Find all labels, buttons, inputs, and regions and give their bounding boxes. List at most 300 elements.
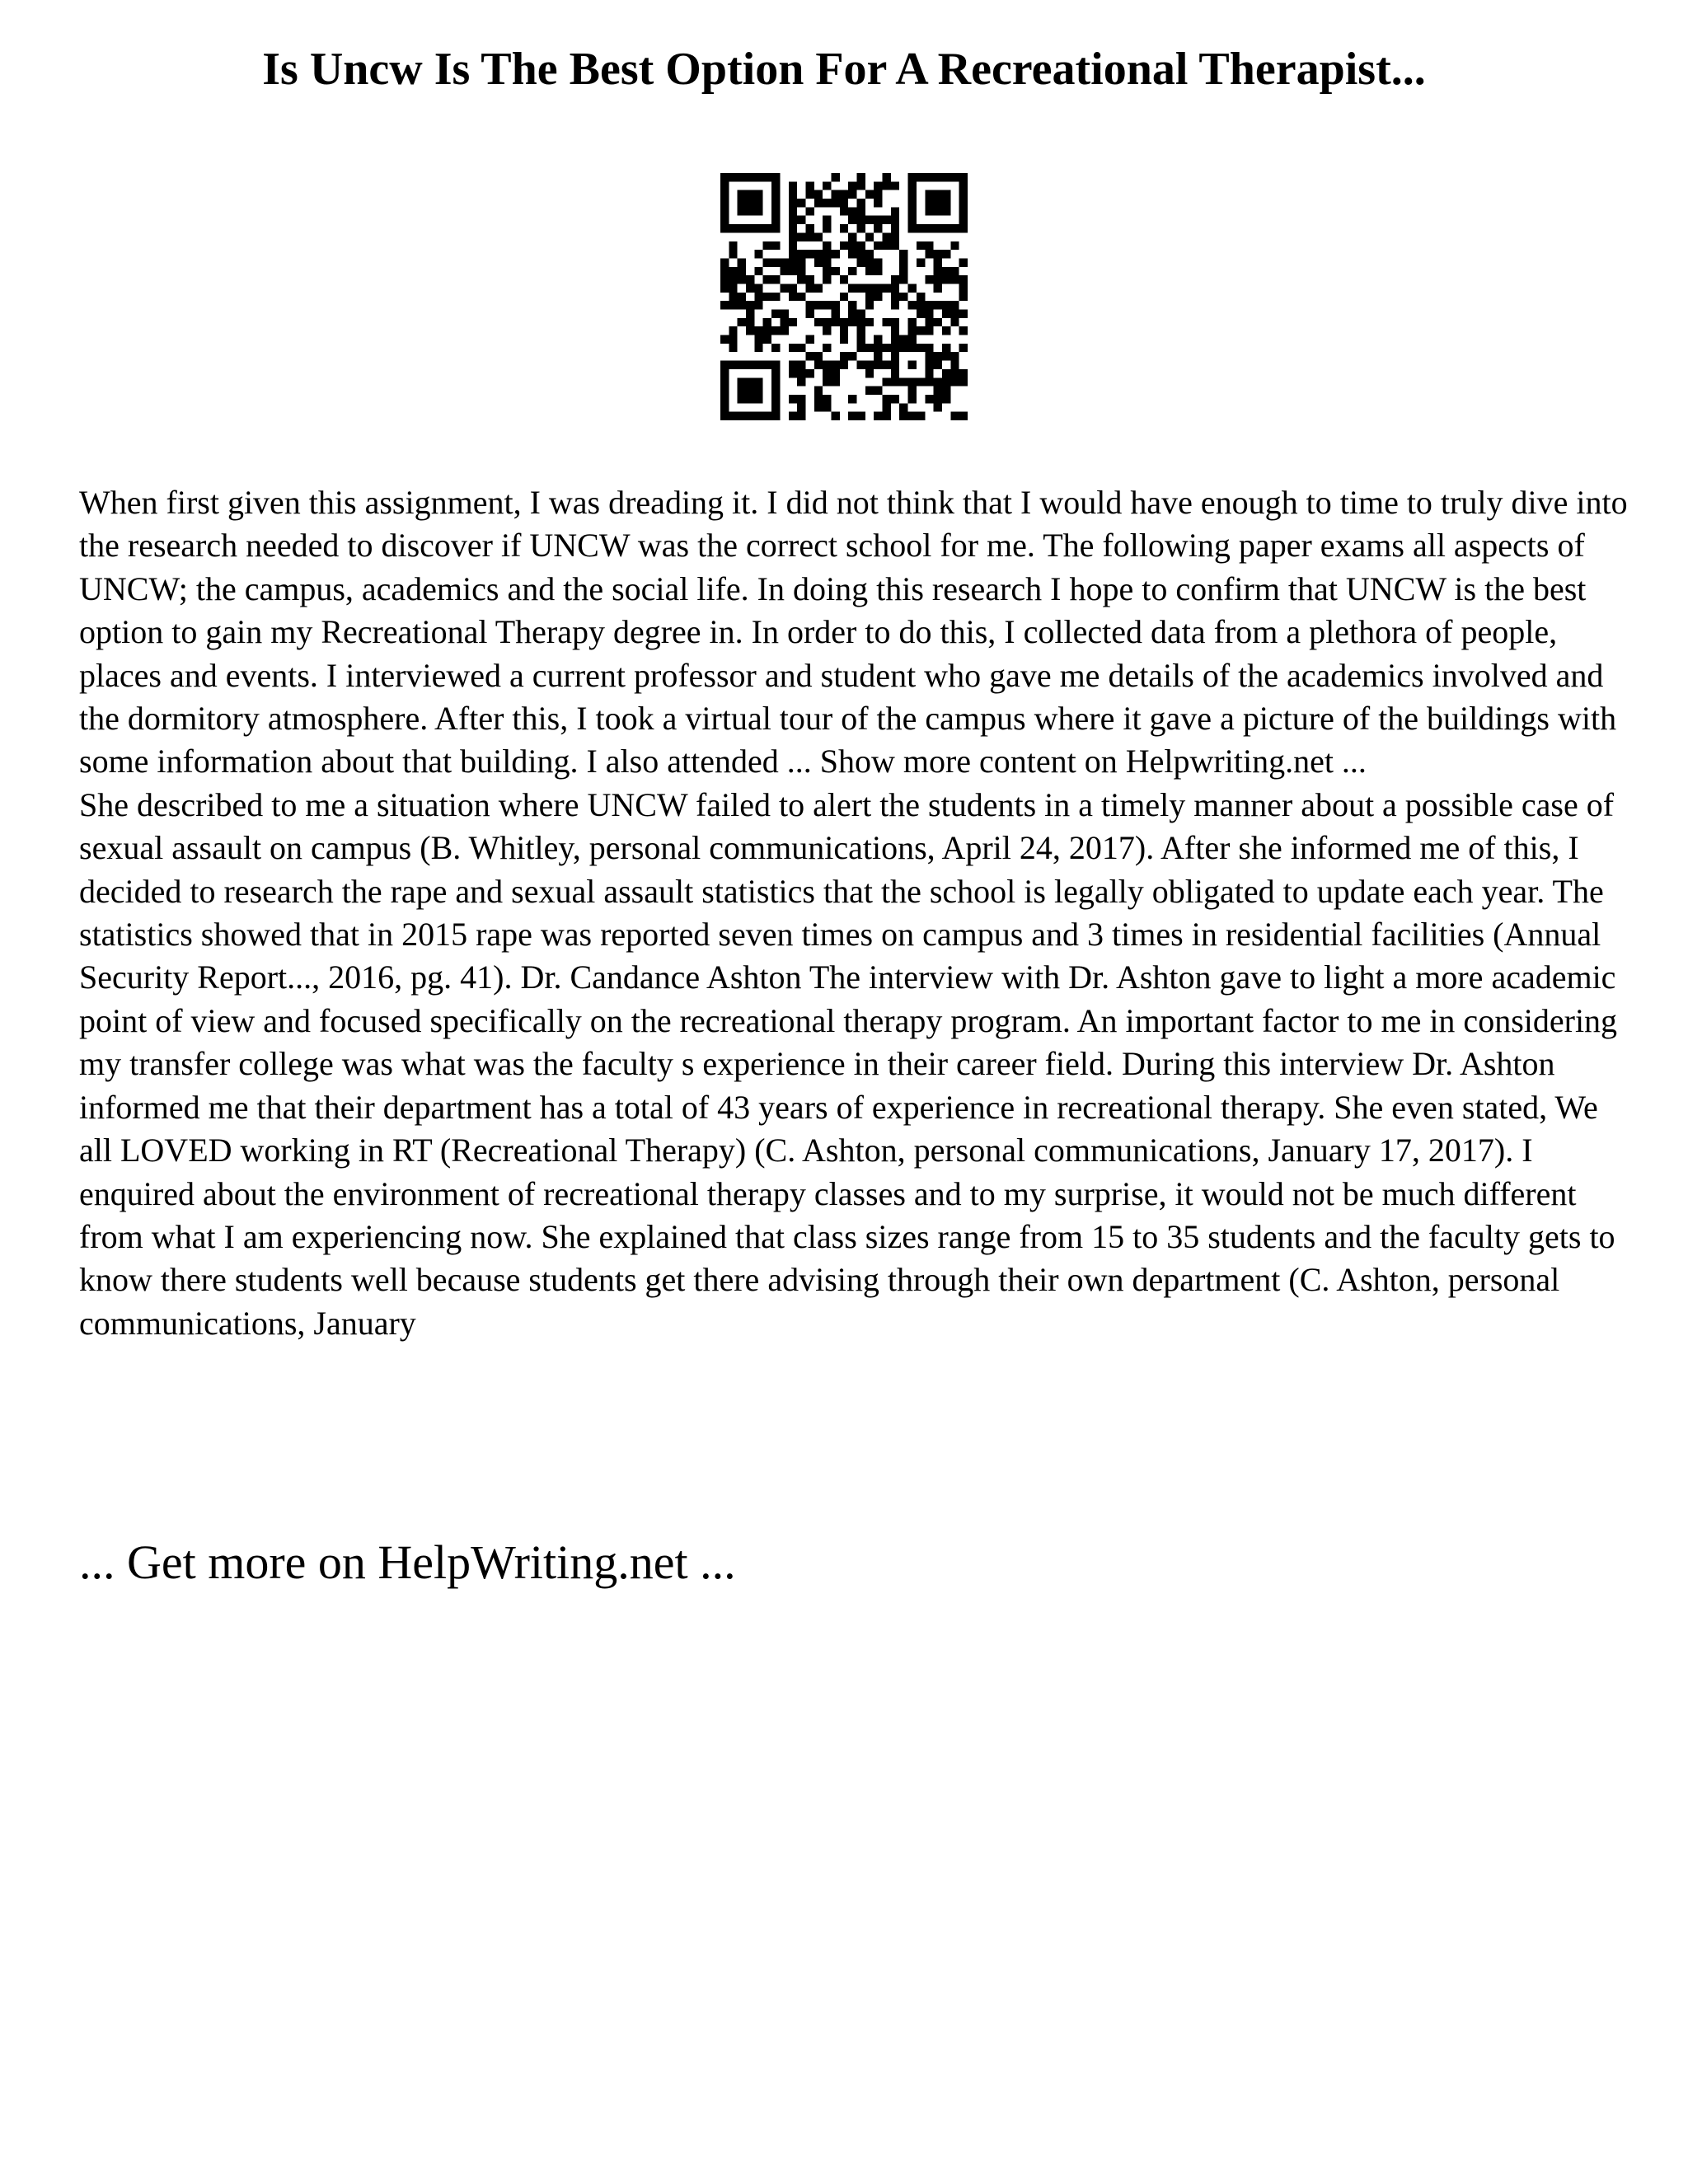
qr-module (823, 326, 831, 335)
qr-module (797, 344, 805, 352)
qr-module (865, 284, 874, 292)
qr-module (789, 224, 797, 232)
qr-module (942, 173, 950, 181)
qr-module (874, 190, 882, 199)
qr-module (959, 412, 968, 420)
qr-module (754, 250, 762, 258)
qr-module (720, 207, 729, 215)
qr-module (738, 224, 746, 232)
qr-module (720, 199, 729, 207)
qr-module (857, 181, 865, 190)
qr-module (814, 232, 823, 241)
qr-module (950, 352, 959, 360)
qr-module (823, 301, 831, 309)
qr-module (848, 352, 856, 360)
qr-module (883, 318, 891, 326)
qr-module (848, 284, 856, 292)
qr-module (789, 207, 797, 215)
qr-module (814, 301, 823, 309)
qr-module (754, 199, 762, 207)
qr-module (917, 173, 925, 181)
qr-module (789, 267, 797, 275)
qr-module (942, 250, 950, 258)
qr-module (908, 284, 917, 292)
document-body (79, 481, 1629, 1345)
qr-module (754, 387, 762, 395)
qr-module (771, 403, 780, 411)
qr-module (763, 173, 771, 181)
qr-module (942, 352, 950, 360)
qr-module (746, 318, 754, 326)
qr-module (720, 395, 729, 403)
qr-module (720, 301, 729, 309)
qr-module (959, 258, 968, 266)
qr-module (925, 250, 933, 258)
qr-module (883, 403, 891, 411)
qr-module (746, 275, 754, 284)
qr-module (840, 318, 848, 326)
qr-module (729, 250, 737, 258)
qr-module (848, 181, 856, 190)
qr-module (925, 310, 933, 318)
qr-module (959, 207, 968, 215)
qr-module (865, 369, 874, 377)
qr-module (738, 207, 746, 215)
qr-module (805, 207, 814, 215)
qr-module (865, 190, 874, 199)
qr-module (814, 352, 823, 360)
qr-module (771, 199, 780, 207)
qr-module (771, 293, 780, 301)
qr-module (942, 207, 950, 215)
qr-module (831, 318, 839, 326)
qr-module (908, 181, 917, 190)
qr-module (754, 207, 762, 215)
qr-module (805, 310, 814, 318)
qr-module (754, 293, 762, 301)
qr-module (908, 344, 917, 352)
qr-module (823, 181, 831, 190)
qr-module (823, 403, 831, 411)
qr-module (917, 224, 925, 232)
qr-module (848, 267, 856, 275)
qr-module (814, 403, 823, 411)
qr-module (857, 361, 865, 369)
qr-module (899, 258, 907, 266)
qr-module (771, 377, 780, 386)
qr-module (789, 361, 797, 369)
qr-module (959, 216, 968, 224)
qr-module (797, 377, 805, 386)
qr-module (874, 412, 882, 420)
qr-module (950, 301, 959, 309)
qr-module (908, 395, 917, 403)
qr-module (720, 275, 729, 284)
qr-module (780, 326, 788, 335)
qr-module (814, 318, 823, 326)
qr-module (891, 377, 899, 386)
qr-module (840, 224, 848, 232)
qr-module (746, 326, 754, 335)
qr-module (780, 267, 788, 275)
qr-code-icon (720, 173, 968, 420)
qr-module (831, 301, 839, 309)
get-more-link[interactable]: ... Get more on HelpWriting.net ... (79, 1535, 736, 1589)
qr-module (789, 293, 797, 301)
qr-module (865, 267, 874, 275)
qr-module (729, 335, 737, 344)
qr-module (814, 387, 823, 395)
qr-module (789, 412, 797, 420)
qr-module (934, 190, 942, 199)
qr-module (780, 258, 788, 266)
qr-module (925, 395, 933, 403)
qr-module (883, 395, 891, 403)
qr-module (771, 369, 780, 377)
qr-module (925, 173, 933, 181)
qr-module (823, 318, 831, 326)
qr-module (823, 216, 831, 224)
qr-module (908, 173, 917, 181)
qr-module (883, 232, 891, 241)
qr-module (805, 301, 814, 309)
qr-module (720, 335, 729, 344)
qr-module (771, 387, 780, 395)
qr-module (763, 293, 771, 301)
qr-module (857, 199, 865, 207)
qr-module (738, 275, 746, 284)
qr-module (763, 224, 771, 232)
qr-module (720, 403, 729, 411)
qr-module (738, 318, 746, 326)
qr-module (917, 310, 925, 318)
qr-module (925, 369, 933, 377)
qr-module (942, 267, 950, 275)
qr-module (771, 412, 780, 420)
qr-module (899, 267, 907, 275)
qr-module (729, 412, 737, 420)
qr-module (746, 173, 754, 181)
qr-module (891, 318, 899, 326)
qr-module (874, 293, 882, 301)
qr-module (848, 232, 856, 241)
qr-module (934, 250, 942, 258)
qr-module (891, 326, 899, 335)
qr-module (934, 361, 942, 369)
qr-module (746, 361, 754, 369)
qr-module (925, 190, 933, 199)
qr-module (857, 326, 865, 335)
qr-module (925, 275, 933, 284)
qr-module (857, 241, 865, 250)
qr-module (883, 284, 891, 292)
qr-module (917, 377, 925, 386)
qr-module (891, 232, 899, 241)
qr-module (823, 377, 831, 386)
qr-module (771, 310, 780, 318)
qr-module (950, 377, 959, 386)
qr-module (720, 267, 729, 275)
qr-module (934, 377, 942, 386)
qr-module (925, 377, 933, 386)
qr-module (729, 267, 737, 275)
qr-module (729, 241, 737, 250)
qr-module (720, 216, 729, 224)
qr-module (942, 275, 950, 284)
qr-module (908, 326, 917, 335)
qr-module (883, 241, 891, 250)
qr-module (874, 216, 882, 224)
qr-module (959, 310, 968, 318)
qr-module (814, 361, 823, 369)
qr-module (857, 250, 865, 258)
qr-module (942, 224, 950, 232)
qr-module (823, 241, 831, 250)
qr-module (771, 181, 780, 190)
qr-module (797, 232, 805, 241)
qr-module (746, 199, 754, 207)
qr-module (754, 284, 762, 292)
qr-module (754, 173, 762, 181)
qr-module (908, 216, 917, 224)
qr-module (857, 207, 865, 215)
qr-module (729, 301, 737, 309)
qr-module (780, 318, 788, 326)
qr-module (831, 199, 839, 207)
qr-module (840, 275, 848, 284)
qr-module (959, 284, 968, 292)
qr-module (823, 344, 831, 352)
qr-module (899, 412, 907, 420)
qr-module (771, 173, 780, 181)
qr-module (840, 335, 848, 344)
qr-module (814, 258, 823, 266)
qr-module (797, 395, 805, 403)
qr-module (840, 352, 848, 360)
qr-module (738, 267, 746, 275)
qr-module (729, 224, 737, 232)
qr-module (805, 369, 814, 377)
qr-module (797, 216, 805, 224)
qr-module (925, 344, 933, 352)
qr-module (805, 232, 814, 241)
qr-module (925, 224, 933, 232)
qr-module (908, 301, 917, 309)
qr-module (942, 395, 950, 403)
qr-module (763, 412, 771, 420)
qr-module (746, 207, 754, 215)
qr-module (797, 369, 805, 377)
qr-module (789, 190, 797, 199)
qr-module (874, 258, 882, 266)
qr-module (823, 361, 831, 369)
qr-module (857, 412, 865, 420)
qr-module (934, 395, 942, 403)
qr-module (789, 181, 797, 190)
qr-module (797, 275, 805, 284)
qr-module (925, 318, 933, 326)
qr-module (754, 344, 762, 352)
qr-module (891, 216, 899, 224)
qr-module (738, 395, 746, 403)
qr-module (950, 369, 959, 377)
qr-module (746, 412, 754, 420)
qr-module (729, 361, 737, 369)
qr-module (848, 241, 856, 250)
qr-module (771, 326, 780, 335)
qr-module (857, 173, 865, 181)
qr-module (840, 293, 848, 301)
qr-module (823, 267, 831, 275)
qr-module (738, 190, 746, 199)
qr-module (805, 284, 814, 292)
qr-module (942, 199, 950, 207)
qr-module (917, 326, 925, 335)
qr-module (883, 181, 891, 190)
qr-module (874, 284, 882, 292)
qr-module (738, 412, 746, 420)
qr-module (720, 412, 729, 420)
qr-module (959, 199, 968, 207)
qr-module (729, 275, 737, 284)
qr-module (746, 377, 754, 386)
qr-module (746, 284, 754, 292)
qr-module (746, 395, 754, 403)
qr-module (729, 326, 737, 335)
qr-module (942, 310, 950, 318)
qr-module (899, 275, 907, 284)
qr-module (865, 361, 874, 369)
qr-module (797, 199, 805, 207)
qr-module (720, 387, 729, 395)
qr-module (942, 377, 950, 386)
qr-module (865, 344, 874, 352)
qr-module (899, 403, 907, 411)
qr-module (874, 361, 882, 369)
qr-module (857, 224, 865, 232)
qr-module (917, 301, 925, 309)
qr-module (720, 377, 729, 386)
qr-module (720, 181, 729, 190)
qr-module (738, 173, 746, 181)
qr-module (797, 412, 805, 420)
qr-module (959, 377, 968, 386)
qr-module (797, 250, 805, 258)
qr-module (763, 318, 771, 326)
qr-module (840, 241, 848, 250)
qr-module (848, 207, 856, 215)
qr-module (865, 232, 874, 241)
qr-module (891, 224, 899, 232)
qr-module (720, 369, 729, 377)
qr-module (823, 275, 831, 284)
qr-module (865, 318, 874, 326)
qr-module (908, 412, 917, 420)
qr-module (805, 224, 814, 232)
qr-module (942, 344, 950, 352)
qr-module (848, 301, 856, 309)
qr-module (883, 361, 891, 369)
qr-module (771, 190, 780, 199)
qr-module (840, 190, 848, 199)
qr-module (891, 181, 899, 190)
qr-module (771, 395, 780, 403)
qr-module (746, 190, 754, 199)
qr-module (789, 369, 797, 377)
qr-module (831, 173, 839, 181)
qr-module (814, 190, 823, 199)
qr-module (917, 241, 925, 250)
qr-module (934, 173, 942, 181)
qr-module (865, 216, 874, 224)
qr-module (899, 250, 907, 258)
qr-module (789, 199, 797, 207)
qr-module (908, 361, 917, 369)
qr-module (874, 387, 882, 395)
qr-module (934, 403, 942, 411)
qr-module (754, 326, 762, 335)
qr-module (942, 326, 950, 335)
qr-module (917, 293, 925, 301)
qr-module (917, 258, 925, 266)
qr-module (959, 326, 968, 335)
qr-module (763, 326, 771, 335)
qr-module (925, 199, 933, 207)
qr-module (805, 190, 814, 199)
qr-module (763, 275, 771, 284)
qr-module (771, 344, 780, 352)
qr-module (840, 361, 848, 369)
qr-module (805, 335, 814, 344)
qr-module (942, 190, 950, 199)
qr-module (746, 224, 754, 232)
qr-module (874, 344, 882, 352)
qr-module (754, 412, 762, 420)
qr-module (848, 216, 856, 224)
qr-module (874, 199, 882, 207)
qr-module (857, 310, 865, 318)
qr-module (831, 361, 839, 369)
qr-module (899, 335, 907, 344)
qr-module (746, 310, 754, 318)
qr-module (789, 241, 797, 250)
qr-module (865, 301, 874, 309)
qr-module (823, 250, 831, 258)
qr-module (720, 190, 729, 199)
qr-module (934, 267, 942, 275)
qr-module (934, 284, 942, 292)
qr-module (823, 369, 831, 377)
qr-module (934, 224, 942, 232)
qr-module (950, 361, 959, 369)
qr-module (754, 377, 762, 386)
qr-module (771, 275, 780, 284)
qr-module (729, 284, 737, 292)
qr-module (857, 335, 865, 344)
qr-module (959, 293, 968, 301)
qr-module (874, 241, 882, 250)
qr-module (754, 267, 762, 275)
qr-module (959, 181, 968, 190)
qr-module (789, 258, 797, 266)
qr-module (848, 395, 856, 403)
qr-module (908, 377, 917, 386)
qr-module (797, 258, 805, 266)
qr-module (831, 250, 839, 258)
qr-module (883, 216, 891, 224)
qr-module (908, 190, 917, 199)
paragraph-interviews: She described to me a situation where UNCW failed to alert the students in a timely manner about a possible case of sexual assault on campus (B. Whitley, personal communications, April 24, 2017). After she informed me of this, I decided to research the rape and sexual assault statistics that the school is legally obligated to update each year. The statistics showed that in 2015 rape was reported seven times on campus and 3 times in residential facilities (Annual Security Report..., 2016, pg. 41). Dr. Candance Ashton The interview with Dr. Ashton gave to light a more academic point of view and focused specifically on the recreational therapy program. An important factor to me in considering my transfer college was what was the faculty s experience in their career field. During this interview Dr. Ashton informed me that their department has a total of 43 years of experience in recreational therapy. She even stated, We all LOVED working in RT (Recreational Therapy) (C. Ashton, personal communications, January 17, 2017). I enquired about the environment of recreational therapy classes and to my surprise, it would not be much different from what I am experiencing now. She explained that class sizes range from 15 to 35 students and the faculty gets to know there students well because students get there advising through their own department (C. Ashton, personal communications, January (79, 785, 1618, 1342)
